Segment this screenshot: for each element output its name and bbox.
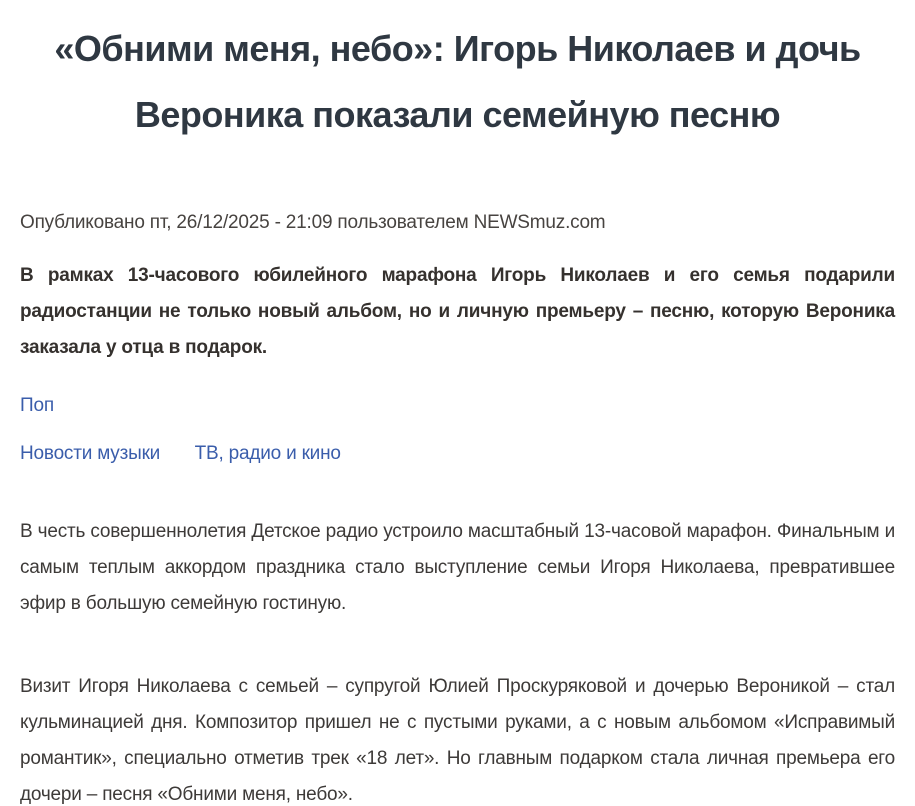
rubric-link-tv-radio-cinema[interactable]: ТВ, радио и кино — [194, 443, 341, 464]
submitted-info: Опубликовано пт, 26/12/2025 - 21:09 пользователем NEWSmuz.com — [20, 212, 606, 233]
rubric-link-music-news[interactable]: Новости музыки — [20, 443, 161, 464]
article-tags — [20, 394, 895, 467]
article-title-line2: Вероника показали семейную песню — [134, 94, 781, 135]
article-title — [20, 16, 895, 148]
article-title-line1: «Обними меня, небо»: Игорь Николаев и дочь — [54, 28, 861, 69]
article-paragraph-2: Визит Игоря Николаева с семьей – супругой Юлией Проскуряковой и дочерью Вероникой – стал кульминацией дня. Композитор пришел не с пустыми руками, а с новым альбомом «Исправимый романтик», специально отметив трек «18 лет». Но главным подарком стала личная премьера его дочери – песня «Обними меня, небо». — [20, 676, 895, 805]
tag-row-genre — [20, 394, 895, 419]
article-lead: В рамках 13-часового юбилейного марафона Игорь Николаев и его семья подарили радиостанции не только новый альбом, но и личную премьеру – песню, которую Вероника заказала у отца в подарок. — [20, 265, 895, 358]
tag-row-rubrics — [20, 442, 895, 467]
genre-link-pop[interactable]: Поп — [20, 395, 54, 416]
article-paragraph-1: В честь совершеннолетия Детское радио устроило масштабный 13-часовой марафон. Финальным и самым теплым аккордом праздника стало выступление семьи Игоря Николаева, превратившее эфир в большую семейную гостиную. — [20, 521, 895, 614]
